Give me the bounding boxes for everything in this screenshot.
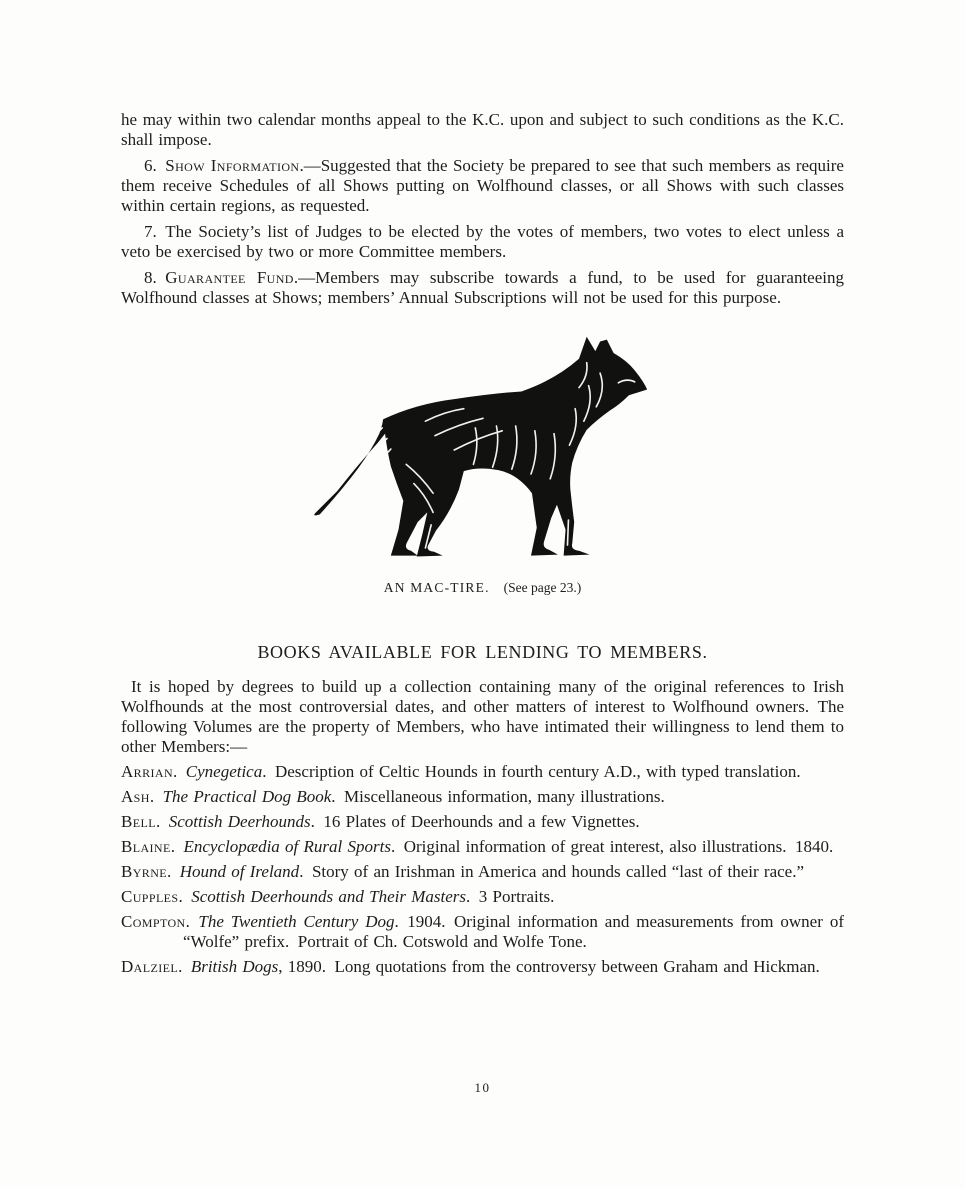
paragraph-continuation: he may within two calendar months appeal to the K.C. upon and subject to such conditions as the K.C. shall impose.: [121, 110, 844, 149]
book-entry: Cupples. Scottish Deerhounds and Their Masters. 3 Portraits.: [121, 887, 555, 906]
caption-reference: (See page 23.): [503, 580, 582, 595]
book-entry: Dalziel. British Dogs, 1890. Long quotations from the controversy between Graham and Hickman.: [121, 957, 820, 976]
book-entry: Byrne. Hound of Ireland. Story of an Irishman in America and hounds called “last of their race.”: [121, 862, 805, 881]
intro-paragraph: It is hoped by degrees to build up a collection containing many of the original references to Irish Wolfhounds at the most controversial dates, and other matters of interest to Wolfhound owners. The following Volumes are the property of Members, who have intimated their willingness to lend them to other Members:—: [121, 677, 844, 756]
paragraph-rule-7: 7. The Society’s list of Judges to be elected by the votes of members, two votes to elect unless a veto be exercised by two or more Committee members.: [121, 222, 844, 261]
caption-title: AN MAC-TIRE.: [383, 580, 490, 595]
book-entry: Ash. The Practical Dog Book. Miscellaneous information, many illustrations.: [121, 787, 665, 806]
section-heading: BOOKS AVAILABLE FOR LENDING TO MEMBERS.: [257, 642, 708, 662]
book-list: [121, 762, 844, 977]
book-entry: Bell. Scottish Deerhounds. 16 Plates of Deerhounds and a few Vignettes.: [121, 812, 640, 831]
wolf-woodcut-image: [288, 330, 678, 570]
book-entry: Arrian. Cynegetica. Description of Celtic Hounds in fourth century A.D., with typed translation.: [121, 762, 801, 781]
rules-section: [121, 110, 844, 308]
paragraph-rule-8: 8. Guarantee Fund.—Members may subscribe towards a fund, to be used for guaranteeing Wolfhound classes at Shows; members’ Annual Subscriptions will not be used for this purpose.: [121, 268, 844, 307]
paragraph-rule-6: 6. Show Information.—Suggested that the Society be prepared to see that such members as require them receive Schedules of all Shows putting on Wolfhound classes, or all Shows with such classes within certain regions, as requested.: [121, 156, 844, 215]
page-number: 10: [474, 1080, 491, 1095]
book-entry: Blaine. Encyclopædia of Rural Sports. Original information of great interest, also illustrations. 1840.: [121, 837, 834, 856]
book-entry: Compton. The Twentieth Century Dog. 1904. Original information and measurements from owner of “Wolfe” prefix. Portrait of Ch. Cotswold and Wolfe Tone.: [121, 912, 844, 951]
wolf-illustration: [121, 330, 844, 570]
illustration-caption: [121, 579, 844, 597]
